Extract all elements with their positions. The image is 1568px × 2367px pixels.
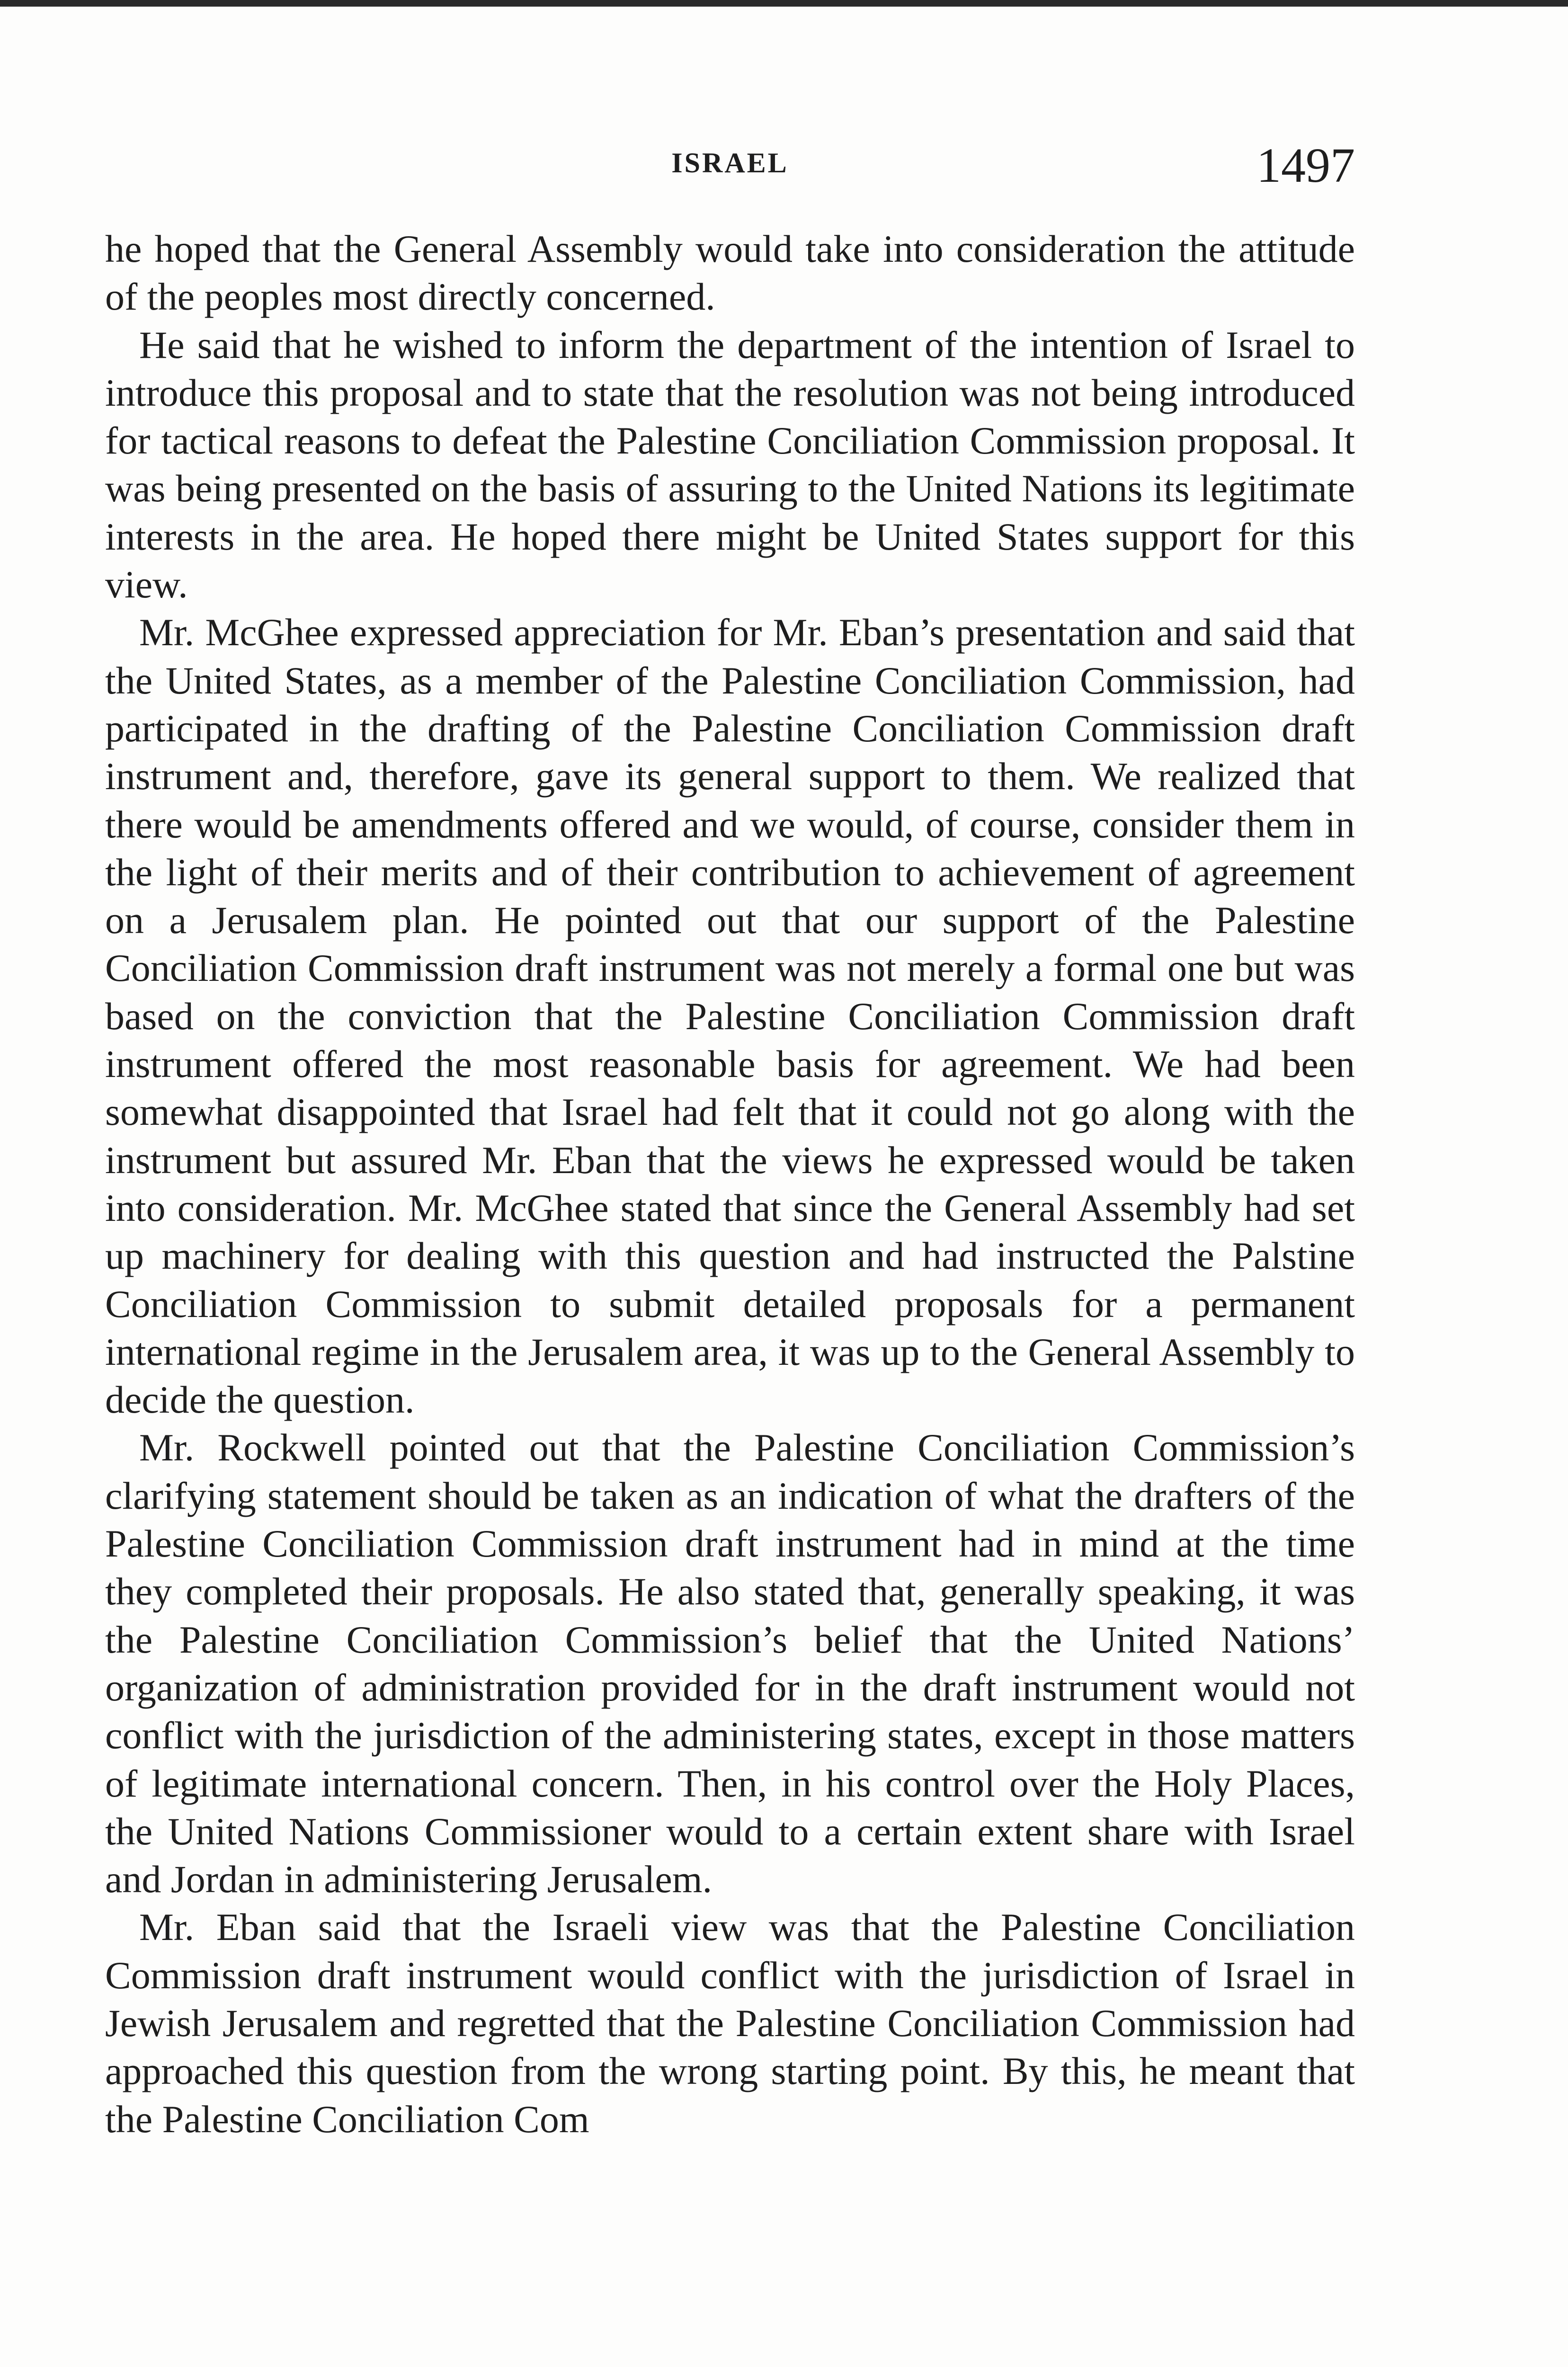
top-border: [0, 0, 1568, 7]
paragraph: Mr. McGhee expressed appreciation for Mr. Eban’s presentation and said that the United States, as a member of the Palestine Conciliation Commission, had participated in the drafting of the Palestine Conciliation Commission draft instrument and, therefore, gave its general support to them. We realized that there would be amendments offered and we would, of course, consider them in the light of their merits and of their contribution to achievement of agreement on a Jerusalem plan. He pointed out that our support of the Palestine Conciliation Commission draft instrument was not merely a formal one but was based on the conviction that the Palestine Conciliation Commission draft instrument offered the most reasonable basis for agreement. We had been somewhat disappointed that Israel had felt that it could not go along with the instrument but assured Mr. Eban that the views he expressed would be taken into consideration. Mr. McGhee stated that since the General Assembly had set up machinery for dealing with this question and had instructed the Palstine Conciliation Commission to submit detailed proposals for a permanent international regime in the Jerusalem area, it was up to the General Assembly to decide the question.: [105, 611, 1355, 1422]
page-number: 1497: [1256, 138, 1355, 193]
body-text: [105, 225, 1355, 2143]
paragraph: he hoped that the General Assembly would take into consideration the attitude of the peoples most directly concerned.: [105, 227, 1355, 319]
running-header: [105, 137, 1355, 194]
paragraph: Mr. Rockwell pointed out that the Palestine Conciliation Commission’s clarifying statement should be taken as an indication of what the drafters of the Palestine Conciliation Commission draft instrument had in mind at the time they completed their proposals. He also stated that, generally speaking, it was the Palestine Conciliation Commission’s belief that the United Nations’ organization of administration provided for in the draft instrument would not conflict with the jurisdiction of the administering states, except in those matters of legitimate international concern. Then, in his control over the Holy Places, the United Nations Commissioner would to a certain extent share with Israel and Jordan in administering Jerusalem.: [105, 1426, 1355, 1901]
paragraph: He said that he wished to inform the department of the intention of Israel to introduce this proposal and to state that the resolution was not being introduced for tactical reasons to defeat the Palestine Conciliation Commission proposal. It was being presented on the basis of assuring to the United Nations its legitimate interests in the area. He hoped there might be United States support for this view.: [105, 323, 1355, 606]
running-head-title: ISRAEL: [671, 147, 789, 178]
paragraph: Mr. Eban said that the Israeli view was that the Palestine Conciliation Commission draft instrument would conflict with the jurisdiction of Israel in Jewish Jerusalem and regretted that the Palestine Conciliation Commission had approached this question from the wrong starting point. By this, he meant that the Palestine Conciliation Com: [105, 1905, 1355, 2141]
